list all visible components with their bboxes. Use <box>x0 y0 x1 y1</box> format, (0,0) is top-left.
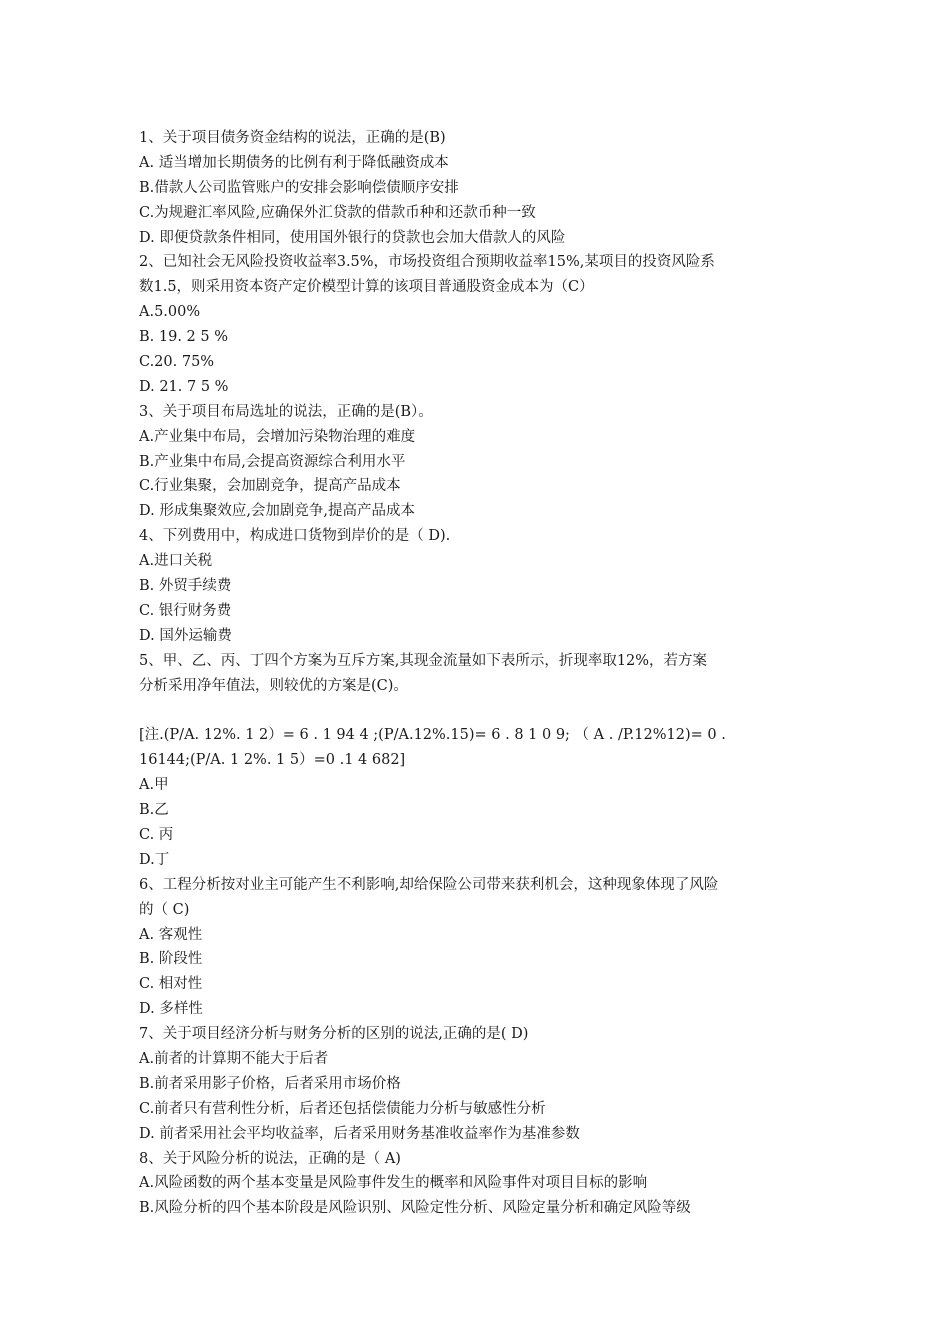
q5-stem-line1: 5、甲、乙、丙、丁四个方案为互斥方案,其现金流量如下表所示，折现率取12%，若方案 <box>139 652 708 669</box>
q2-stem-line2: 数1.5，则采用资本资产定价模型计算的该项目普通股资金成本为（C） <box>139 279 594 296</box>
q3-option-b: B.产业集中布局,会提高资源综合利用水平 <box>139 453 406 470</box>
q5-note-line1: [注.(P/A. 12%. 1 2）= 6 . 1 94 4 ;(P/A.12%.15)= 6 . 8 1 0 9; （ A . /P.12%12)= 0 . <box>139 727 726 744</box>
q8-stem: 8、关于风险分析的说法，正确的是（ A) <box>139 1150 401 1167</box>
q3-option-c: C.行业集聚，会加剧竞争，提高产品成本 <box>139 478 401 495</box>
q3-stem: 3、关于项目布局选址的说法，正确的是(B）。 <box>139 403 433 420</box>
q2-option-a: A.5.00% <box>139 304 201 321</box>
q5-option-d: D.丁 <box>139 851 170 868</box>
q7-option-c: C.前者只有营利性分析，后者还包括偿债能力分析与敏感性分析 <box>139 1100 546 1117</box>
q6-stem-line1: 6、工程分析按对业主可能产生不利影响,却给保险公司带来获利机会，这种现象体现了风险 <box>139 876 719 893</box>
q5-option-b: B.乙 <box>139 802 169 819</box>
q1-option-b: B.借款人公司监管账户的安排会影响偿债顺序安排 <box>139 179 459 196</box>
q5-option-c: C. 丙 <box>139 826 174 843</box>
q7-option-d: D. 前者采用社会平均收益率，后者采用财务基准收益率作为基准参数 <box>139 1125 580 1142</box>
q5-stem-line2: 分析采用净年值法，则较优的方案是(C)。 <box>139 677 408 694</box>
q8-option-b: B.风险分析的四个基本阶段是风险识别、风险定性分析、风险定量分析和确定风险等级 <box>139 1200 691 1217</box>
q8-option-a: A.风险函数的两个基本变量是风险事件发生的概率和风险事件对项目目标的影响 <box>139 1175 648 1192</box>
blank-line <box>139 698 829 723</box>
q4-option-a: A.进口关税 <box>139 553 213 570</box>
q4-option-b: B. 外贸手续费 <box>139 578 232 595</box>
q4-option-c: C. 银行财务费 <box>139 602 232 619</box>
q6-option-d: D. 多样性 <box>139 1001 203 1018</box>
q7-option-b: B.前者采用影子价格，后者采用市场价格 <box>139 1075 401 1092</box>
q6-stem-line2: 的（ C) <box>139 901 190 918</box>
q7-stem: 7、关于项目经济分析与财务分析的区别的说法,正确的是( D) <box>139 1026 529 1043</box>
q4-option-d: D. 国外运输费 <box>139 627 232 644</box>
q6-option-a: A. 客观性 <box>139 926 203 943</box>
q3-option-a: A.产业集中布局，会增加污染物治理的难度 <box>139 428 416 445</box>
q5-option-a: A.甲 <box>139 777 169 794</box>
document-body <box>139 126 829 1221</box>
q6-option-c: C. 相对性 <box>139 976 203 993</box>
q5-note-line2: 16144;(P/A. 1 2%. 1 5）=0 .1 4 682] <box>139 752 406 769</box>
q2-option-d: D. 21. 7 5 % <box>139 378 229 395</box>
q6-option-b: B. 阶段性 <box>139 951 203 968</box>
q1-option-d: D. 即便贷款条件相同，使用国外银行的贷款也会加大借款人的风险 <box>139 229 566 246</box>
q3-option-d: D. 形成集聚效应,会加剧竞争,提高产品成本 <box>139 503 416 520</box>
q1-stem: 1、关于项目债务资金结构的说法，正确的是(B) <box>139 130 446 146</box>
q2-stem-line1: 2、已知社会无风险投资收益率3.5%，市场投资组合预期收益率15%,某项目的投资风险系 <box>139 254 715 271</box>
q2-option-b: B. 19. 2 5 % <box>139 329 228 346</box>
q2-option-c: C.20. 75% <box>139 354 215 371</box>
q4-stem: 4、下列费用中，构成进口货物到岸价的是（ D). <box>139 528 451 545</box>
q1-option-c: C.为规避汇率风险,应确保外汇贷款的借款币种和还款币种一致 <box>139 204 536 221</box>
q7-option-a: A.前者的计算期不能大于后者 <box>139 1050 329 1067</box>
q1-option-a: A. 适当增加长期债务的比例有利于降低融资成本 <box>139 154 449 171</box>
